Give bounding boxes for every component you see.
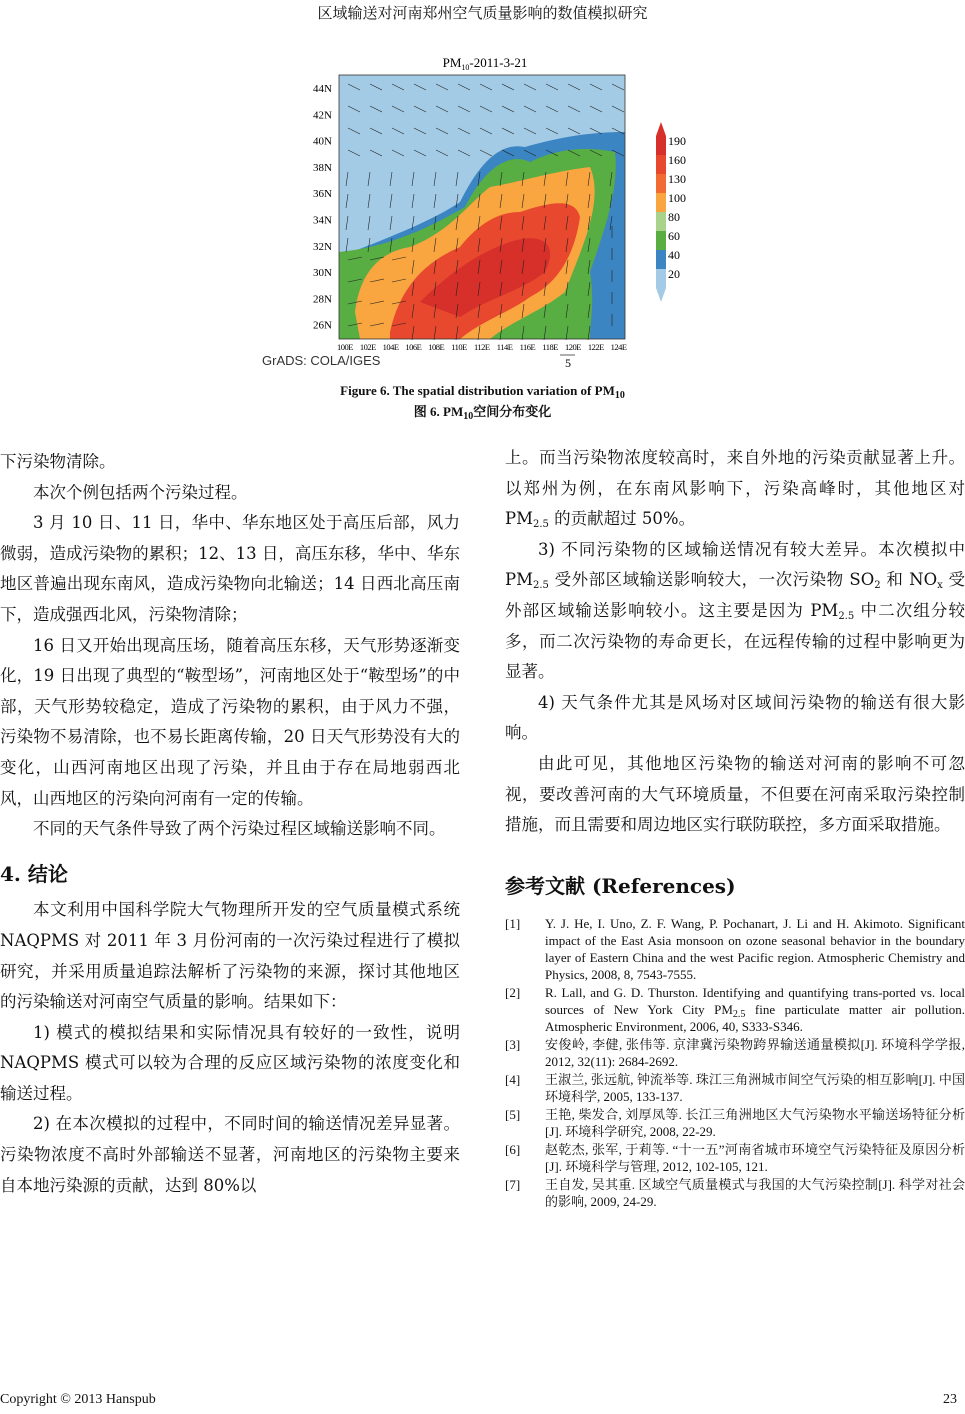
colorbar-label: 20 bbox=[668, 267, 680, 281]
paragraph bbox=[0, 447, 460, 478]
longitude-label: 110E bbox=[451, 342, 467, 352]
longitude-label: 120E bbox=[565, 342, 581, 352]
right-column bbox=[505, 443, 965, 1211]
figure-caption-en bbox=[0, 383, 965, 399]
colorbar-bottom-arrow bbox=[656, 288, 666, 302]
subscript: 2.5 bbox=[732, 1009, 746, 1021]
text-run: 安俊岭, 李健, 张伟等. 京津冀污染物跨界输送通量模拟[J]. 环境科学学报, 2012, 32(11): 2684-2692. bbox=[545, 1037, 965, 1070]
reference-item bbox=[505, 984, 965, 1035]
colorbar-segment bbox=[656, 193, 666, 212]
longitude-label: 108E bbox=[428, 342, 445, 352]
colorbar-label: 100 bbox=[668, 191, 686, 205]
longitude-label: 112E bbox=[473, 342, 490, 352]
latitude-label: 30N bbox=[313, 267, 332, 280]
latitude-label: 26N bbox=[313, 319, 332, 332]
reference-text bbox=[545, 984, 965, 1035]
latitude-label: 40N bbox=[313, 135, 332, 148]
colorbar-segment bbox=[656, 174, 666, 193]
text-run: 3 月 10 日、11 日，华中、华东地区处于高压后部，风力微弱，造成污染物的累积；12、13 日，高压东移，华中、华东地区普遍出现东南风，造成污染物向北输送；14 日西北高压南下，造成强西北风，污染物清除； bbox=[0, 513, 460, 624]
text-run: 1) 模式的模拟结果和实际情况具有较好的一致性，说明 NAQPMS 模式可以较为合理的反应区域污染物的浓度变化和输送过程。 bbox=[0, 1022, 460, 1103]
caption-text: 图 6. PM bbox=[413, 404, 464, 419]
colorbar bbox=[656, 122, 686, 302]
colorbar-label: 80 bbox=[668, 210, 680, 224]
latitude-label: 44N bbox=[313, 83, 332, 95]
latitude-label: 28N bbox=[313, 293, 332, 306]
reference-text bbox=[545, 1141, 965, 1175]
colorbar-segment bbox=[656, 155, 666, 174]
paragraph bbox=[0, 1018, 460, 1110]
reference-text bbox=[545, 1036, 965, 1070]
text-run: 王淑兰, 张远航, 钟流举等. 珠江三角洲城市间空气污染的相互影响[J]. 中国环境科学, 2005, 133-137. bbox=[545, 1072, 965, 1105]
caption-subscript: 10 bbox=[463, 411, 474, 422]
text-run: 王艳, 柴发合, 刘厚凤等. 长江三角洲地区大气污染物水平输送场特征分析[J]. 环境科学研究, 2008, 22-29. bbox=[545, 1107, 965, 1140]
paragraph bbox=[505, 443, 965, 535]
text-run: 本文利用中国科学院大气物理所开发的空气质量模式系统 NAQPMS 对 2011 年 3 月份河南的一次污染过程进行了模拟研究，并采用质量追踪法解析了污染物的来源，探讨其他地区的污染输送对河南空气质量的影响。结果如下： bbox=[0, 900, 460, 1012]
map-title: $PM_{10}-2011-3-21$ bbox=[442, 55, 528, 72]
text-run: 的贡献超过 50%。 bbox=[548, 509, 696, 529]
left-column bbox=[0, 447, 460, 1201]
section-heading bbox=[0, 859, 460, 890]
latitude-label: 36N bbox=[313, 188, 332, 201]
longitude-label: 114E bbox=[496, 342, 513, 352]
text-run: 赵乾杰, 张军, 于莉等. “十一五”河南省城市环境空气污染特征及原因分析[J]. 环境科学与管理, 2012, 102-105, 121. bbox=[545, 1142, 965, 1175]
paragraph bbox=[0, 478, 460, 509]
reference-number: [6] bbox=[505, 1142, 521, 1158]
pm10-map-figure bbox=[260, 52, 710, 377]
colorbar-label: 130 bbox=[668, 172, 686, 186]
text-run: fine particulate matter air pollution. Atmospheric Environment, 2006, 40, S333-S346. bbox=[545, 1002, 965, 1035]
longitude-label: 116E bbox=[519, 342, 536, 352]
figure-caption-zh bbox=[0, 401, 965, 420]
longitude-label: 100E bbox=[337, 342, 353, 352]
text-run: 不同的天气条件导致了两个污染过程区域输送影响不同。 bbox=[33, 819, 446, 839]
text-run: 受外部区域输送影响较大，一次污染物 SO bbox=[548, 570, 875, 590]
text-run: Y. J. He, I. Uno, Z. F. Wang, P. Pochanart, J. Li and H. Akimoto. Significant impact of the East Asia monsoon on ozone seasonal behavior in the boundary layer of Eastern China and the west Pacific region. Atmospheric Chemistry and Physics, 2008, 8, 7543-7555. bbox=[545, 916, 965, 983]
text-run: 3) 不同污染物的区域输送情况有较大差异。本次模拟中 PM bbox=[505, 539, 965, 590]
paragraph bbox=[505, 535, 965, 688]
colorbar-label: 60 bbox=[668, 229, 680, 243]
text-run: 和 NO bbox=[880, 570, 938, 590]
colorbar-segment bbox=[656, 212, 666, 231]
longitude-label: 124E bbox=[610, 342, 627, 352]
paragraph bbox=[0, 895, 460, 1017]
text-run: 4. 结论 bbox=[0, 861, 68, 886]
longitude-label: 118E bbox=[542, 342, 559, 352]
reference-text bbox=[545, 1071, 965, 1105]
caption-text: Figure 6. The spatial distribution variation of PM bbox=[340, 383, 615, 398]
colorbar-segment bbox=[656, 250, 666, 269]
latitude-label: 32N bbox=[313, 240, 332, 253]
reference-item bbox=[505, 1141, 965, 1175]
text-run: 下污染物清除。 bbox=[0, 452, 116, 471]
reference-number: [5] bbox=[505, 1107, 521, 1123]
paragraph bbox=[0, 631, 460, 815]
reference-item bbox=[505, 915, 965, 983]
reference-item bbox=[505, 1176, 965, 1210]
paragraph bbox=[0, 508, 460, 630]
colorbar-top-arrow bbox=[656, 122, 666, 136]
text-run: 上。而当污染物浓度较高时，来自外地的污染贡献显著上升。以郑州为例，在东南风影响下，污染高峰时，其他地区对 PM bbox=[505, 448, 965, 529]
text-run: R. Lall, and G. D. Thurston. Identifying and quantifying trans-ported vs. local sources of New York City PM bbox=[545, 985, 965, 1018]
paragraph bbox=[0, 1109, 460, 1201]
text-run: 2) 在本次模拟的过程中，不同时间的输送情况差异显著。污染物浓度不高时外部输送不显著，河南地区的污染物主要来自本地污染源的贡献，达到 80%以 bbox=[0, 1114, 460, 1195]
references-list bbox=[505, 915, 965, 1210]
caption-subscript: 10 bbox=[614, 390, 625, 401]
caption-text: 空间分布变化 bbox=[473, 404, 552, 419]
subscript: x bbox=[937, 580, 943, 592]
subscript: 2.5 bbox=[533, 519, 549, 531]
running-header: 区域输送对河南郑州空气质量影响的数值模拟研究 bbox=[317, 4, 648, 22]
reference-number: [7] bbox=[505, 1177, 521, 1193]
subscript: 2 bbox=[874, 580, 881, 592]
colorbar-segment bbox=[656, 231, 666, 250]
text-run: 受外部区域输送影响较小。这主要是因为 PM bbox=[505, 570, 965, 620]
latitude-label: 42N bbox=[313, 109, 332, 122]
reference-text bbox=[545, 915, 965, 983]
paragraph bbox=[0, 814, 460, 845]
longitude-label: 122E bbox=[587, 342, 604, 352]
longitude-label: 104E bbox=[382, 342, 399, 352]
reference-text bbox=[545, 1176, 965, 1210]
subscript: 2.5 bbox=[838, 610, 855, 622]
longitude-label: 106E bbox=[405, 342, 422, 352]
paragraph bbox=[505, 749, 965, 841]
reference-number: [3] bbox=[505, 1037, 521, 1053]
map-area bbox=[339, 75, 625, 340]
colorbar-segment bbox=[656, 269, 666, 288]
text-run: 16 日又开始出现高压场，随着高压东移，天气形势逐渐变化，19 日出现了典型的“鞍型场”，河南地区处于“鞍型场”的中部，天气形势较稳定，造成了污染物的累积，由于风力不强，污染物不易清除，也不易长距离传输，20 日天气形势没有大的变化，山西河南地区出现了污染，并且由于存在局地弱西北风，山西地区的污染向河南有一定的传输。 bbox=[0, 635, 460, 808]
colorbar-label: 160 bbox=[668, 153, 686, 167]
latitude-label: 38N bbox=[313, 161, 332, 174]
reference-item bbox=[505, 1071, 965, 1105]
text-run: 本次个例包括两个污染过程。 bbox=[33, 482, 248, 502]
reference-number: [1] bbox=[505, 916, 521, 932]
text-run: 4) 天气条件尤其是风场对区域间污染物的输送有很大影响。 bbox=[505, 692, 965, 743]
reference-vector-label: 5 bbox=[565, 356, 571, 370]
reference-item bbox=[505, 1106, 965, 1140]
text-run: 中二次组分较多，而二次污染物的寿命更长，在远程传输的过程中影响更为显著。 bbox=[505, 600, 965, 682]
latitude-label: 34N bbox=[313, 214, 332, 227]
reference-text bbox=[545, 1106, 965, 1140]
reference-item bbox=[505, 1036, 965, 1070]
colorbar-segment bbox=[656, 136, 666, 155]
grads-credit: GrADS: COLA/IGES bbox=[262, 353, 381, 368]
copyright: Copyright © 2013 Hanspub bbox=[0, 1392, 156, 1407]
longitude-label: 102E bbox=[359, 342, 376, 352]
pm10-map bbox=[260, 52, 710, 377]
paragraph bbox=[505, 688, 965, 749]
references-heading: 参考文献 (References) bbox=[505, 873, 736, 898]
reference-number: [2] bbox=[505, 985, 521, 1001]
page-number: 23 bbox=[943, 1392, 957, 1407]
colorbar-label: 190 bbox=[668, 134, 686, 148]
colorbar-label: 40 bbox=[668, 248, 680, 262]
text-run: 王自发, 吴其重. 区域空气质量模式与我国的大气污染控制[J]. 科学对社会的影响, 2009, 24-29. bbox=[545, 1177, 965, 1210]
subscript: 2.5 bbox=[533, 580, 549, 592]
reference-number: [4] bbox=[505, 1072, 521, 1088]
text-run: 由此可见，其他地区污染物的输送对河南的影响不可忽视，要改善河南的大气环境质量，不但要在河南采取污染控制措施，而且需要和周边地区实行联防联控，多方面采取措施。 bbox=[505, 753, 965, 835]
